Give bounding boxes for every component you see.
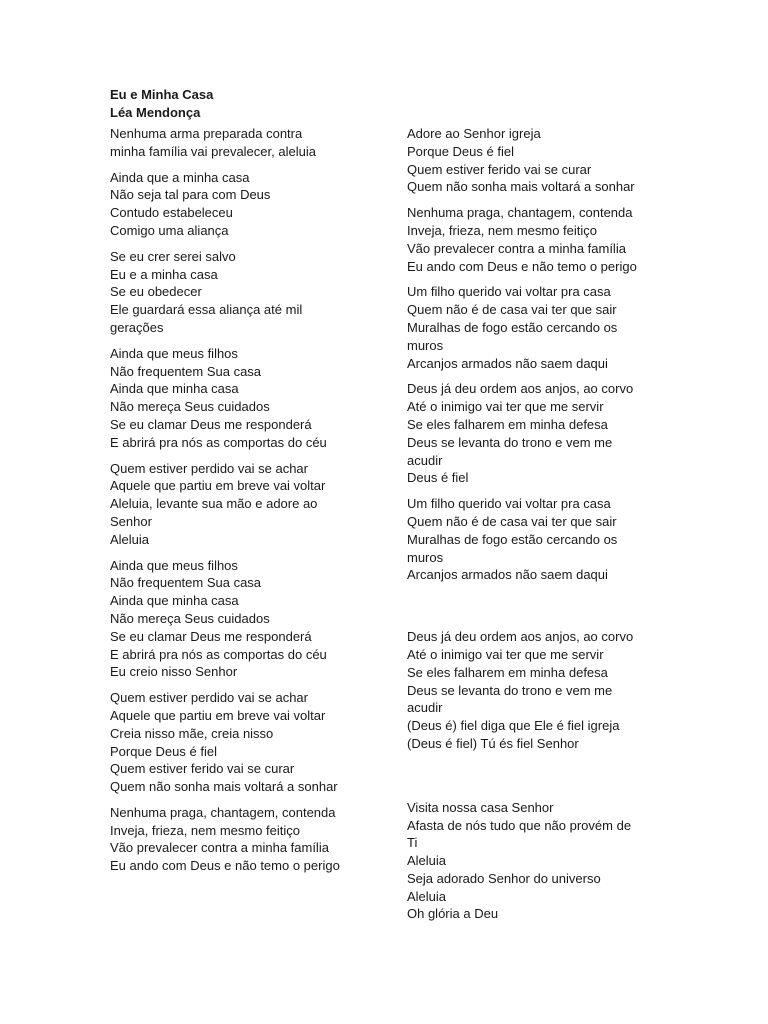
lyric-line: Deus já deu ordem aos anjos, ao corvo xyxy=(407,381,634,397)
lyric-line: Ele guardará essa aliança até mil xyxy=(110,302,303,318)
song-author: Léa Mendonça xyxy=(110,105,201,120)
lyric-line: Não mereça Seus cuidados xyxy=(110,610,270,626)
lyric-line: Deus se levanta do trono e vem me xyxy=(407,682,613,698)
lyric-line: Comigo uma aliança xyxy=(110,222,229,238)
lyric-line: (Deus é fiel) Tú és fiel Senhor xyxy=(407,735,579,751)
lyric-line: Nenhuma arma preparada contra xyxy=(110,126,303,141)
stanza xyxy=(407,283,667,372)
lyric-line: Quem não sonha mais voltará a sonhar xyxy=(110,779,338,795)
lyric-line: Afasta de nós tudo que não provém de xyxy=(407,817,632,833)
lyric-line: Se eu clamar Deus me responderá xyxy=(110,628,312,644)
lyric-line: Porque Deus é fiel xyxy=(407,143,514,159)
lyric-line: Um filho querido vai voltar pra casa xyxy=(407,284,611,300)
lyric-line: acudir xyxy=(407,452,443,468)
lyric-line: Quem estiver ferido vai se curar xyxy=(407,161,592,177)
lyric-line: Muralhas de fogo estão cercando os xyxy=(407,531,618,547)
lyric-line: E abrirá pra nós as comportas do céu xyxy=(110,434,327,450)
lyric-line: Visita nossa casa Senhor xyxy=(407,799,554,815)
lyric-line: Ainda que meus filhos xyxy=(110,345,238,361)
lyric-line: Muralhas de fogo estão cercando os xyxy=(407,319,618,335)
stanza xyxy=(407,125,667,196)
lyric-line: Ainda que a minha casa xyxy=(110,169,250,185)
lyric-line: acudir xyxy=(407,700,443,716)
lyric-line: minha família vai prevalecer, aleluia xyxy=(110,143,316,159)
lyric-line: Quem não é de casa vai ter que sair xyxy=(407,302,617,318)
lyric-line: Eu e a minha casa xyxy=(110,266,218,282)
lyric-line: Inveja, frieza, nem mesmo feitiço xyxy=(110,822,301,838)
stanza xyxy=(407,380,667,487)
stanza xyxy=(407,204,667,275)
lyric-line: gerações xyxy=(110,319,164,335)
lyric-line: E abrirá pra nós as comportas do céu xyxy=(110,646,327,662)
lyric-line: Eu ando com Deus e não temo o perigo xyxy=(110,858,340,874)
lyric-line: Não frequentem Sua casa xyxy=(110,363,262,379)
lyric-line: Deus é fiel xyxy=(407,470,469,486)
lyrics-left-column xyxy=(110,125,380,875)
stanza xyxy=(407,799,667,924)
stanza xyxy=(110,689,380,796)
lyric-line: Nenhuma praga, chantagem, contenda xyxy=(407,205,633,221)
lyric-line: Se eu crer serei salvo xyxy=(110,248,236,264)
lyric-line: Se eu clamar Deus me responderá xyxy=(110,416,312,432)
lyric-line: Um filho querido vai voltar pra casa xyxy=(407,496,611,512)
lyric-line: Ti xyxy=(407,835,418,851)
lyric-line: Aquele que partiu em breve vai voltar xyxy=(110,478,326,494)
lyric-line: Não seja tal para com Deus xyxy=(110,187,271,203)
lyric-line: Deus já deu ordem aos anjos, ao corvo xyxy=(407,629,634,645)
stanza xyxy=(110,345,380,452)
lyric-line: Quem estiver perdido vai se achar xyxy=(110,690,308,706)
lyric-line: Inveja, frieza, nem mesmo feitiço xyxy=(407,222,598,238)
lyric-line: Não mereça Seus cuidados xyxy=(110,399,270,415)
lyric-line: Se eles falharem em minha defesa xyxy=(407,664,608,680)
lyric-line: Aleluia, levante sua mão e adore ao xyxy=(110,496,318,512)
lyric-line: Eu creio nisso Senhor xyxy=(110,664,238,680)
lyric-line: muros xyxy=(407,549,444,565)
lyric-line: (Deus é) fiel diga que Ele é fiel igreja xyxy=(407,718,620,734)
lyric-line: Aquele que partiu em breve vai voltar xyxy=(110,707,326,723)
lyric-line: Ainda que minha casa xyxy=(110,593,239,609)
lyric-line: Senhor xyxy=(110,513,152,529)
lyric-line: Arcanjos armados não saem daqui xyxy=(407,355,608,371)
lyric-line: Quem não é de casa vai ter que sair xyxy=(407,513,617,529)
lyrics-right-column xyxy=(407,125,667,923)
stanza xyxy=(110,804,380,875)
lyric-line: Quem não sonha mais voltará a sonhar xyxy=(407,179,635,195)
lyric-line: Ainda que meus filhos xyxy=(110,557,238,573)
lyric-line: Contudo estabeleceu xyxy=(110,205,233,221)
lyric-line: Aleluia xyxy=(407,853,447,869)
lyric-line: Nenhuma praga, chantagem, contenda xyxy=(110,804,336,820)
lyric-line: Se eles falharem em minha defesa xyxy=(407,416,608,432)
lyric-line: Quem estiver perdido vai se achar xyxy=(110,460,308,476)
lyric-line: Aleluia xyxy=(110,531,150,547)
lyric-line: Adore ao Senhor igreja xyxy=(407,126,541,141)
stanza xyxy=(110,125,380,161)
lyric-line: Quem estiver ferido vai se curar xyxy=(110,761,295,777)
stanza xyxy=(110,169,380,240)
lyric-line: Ainda que minha casa xyxy=(110,381,239,397)
lyric-line: Deus se levanta do trono e vem me xyxy=(407,434,613,450)
lyric-line: Eu ando com Deus e não temo o perigo xyxy=(407,258,637,274)
lyric-line: Se eu obedecer xyxy=(110,284,202,300)
lyric-line: Seja adorado Senhor do universo xyxy=(407,870,601,886)
lyric-line: Oh glória a Deu xyxy=(407,906,499,922)
lyric-line: Vão prevalecer contra a minha família xyxy=(110,840,329,856)
stanza xyxy=(407,495,667,584)
stanza xyxy=(110,460,380,549)
lyric-line: Aleluia xyxy=(407,888,447,904)
lyric-line: Arcanjos armados não saem daqui xyxy=(407,567,608,583)
song-title: Eu e Minha Casa xyxy=(110,87,214,102)
stanza xyxy=(110,248,380,337)
lyric-line: Até o inimigo vai ter que me servir xyxy=(407,399,604,415)
lyric-line: Vão prevalecer contra a minha família xyxy=(407,240,626,256)
lyric-line: Não frequentem Sua casa xyxy=(110,575,262,591)
stanza xyxy=(110,557,380,682)
stanza xyxy=(407,628,667,753)
lyric-line: muros xyxy=(407,337,444,353)
lyric-line: Creia nisso mãe, creia nisso xyxy=(110,725,274,741)
lyric-line: Até o inimigo vai ter que me servir xyxy=(407,646,604,662)
lyric-line: Porque Deus é fiel xyxy=(110,743,217,759)
